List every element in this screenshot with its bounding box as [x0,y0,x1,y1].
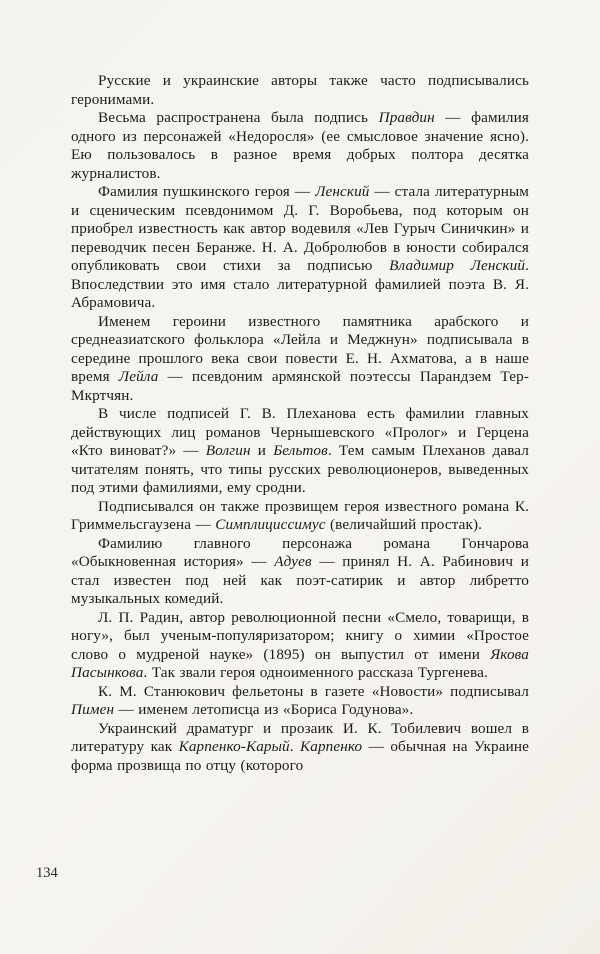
text-run: В числе подписей Г. В. Плеханова есть фамилии главных действующих лиц романов Чернышевского «Пролог» и Герцена «Кто виноват?» — [71,405,529,459]
pseudonym-italic: Карпенко-Карый [178,738,290,755]
paragraph [71,535,529,609]
text-column [71,72,529,775]
text-run: Подписывался он также прозвищем героя известного романа К. Гриммельсгаузена — [71,497,529,533]
text-run: — фамилия одного из персонажей «Недоросля» (ее смысловое значение ясно). Ею пользовалось в разное время добрых полтора десятка журналистов. [71,109,529,182]
text-run: Именем героини известного памятника арабского и среднеазиатского фольклора «Лейла и Меджнун» подписывала в середине прошлого века свои повести Е. Н. Ахматова, а в наше время [71,312,529,385]
paragraph [71,498,529,535]
text-run: . Тем самым Плеханов давал читателям понять, что типы русских революционеров, выведенных под этими фамилиями, ему сродни. [71,442,529,496]
text-run: Фамилию главного персонажа романа Гончарова «Обыкновенная история» — [71,534,529,570]
pseudonym-italic: Лейла [118,368,159,385]
pseudonym-italic: Владимир Ленский [389,257,526,274]
text-run: . [289,738,301,755]
paragraph [71,720,529,776]
paragraph [71,109,529,183]
text-run: . Впоследствии это имя стало литературной фамилией поэта В. Я. Абрамовича. [71,257,529,311]
text-run: . Так звали героя одноименного рассказа Тургенева. [143,664,488,681]
pseudonym-italic: Адуев [274,553,312,570]
pseudonym-italic: Ленский [315,183,370,200]
text-run: Л. П. Радин, автор революционной песни «Смело, товарищи, в ногу», был ученым-популяризатором; книгу о химии «Простое слово о мудреной науке» (1895) он выпустил от имени [71,608,529,663]
text-run: — принял Н. А. Рабинович и стал известен под ней как поэт-сатирик и автор либретто музыкальных комедий. [71,553,529,607]
pseudonym-italic: Карпенко [300,738,363,755]
page-number: 134 [36,865,58,881]
pseudonym-italic: Пимен [71,701,115,718]
pseudonym-italic: Симплициссимус [215,516,326,533]
text-run: Фамилия пушкинского героя — [98,183,316,200]
pseudonym-italic: Правдин [378,109,435,126]
paragraph [71,313,529,406]
text-run: Украинский драматург и прозаик И. К. Тобилевич вошел в литературу как [71,719,529,755]
paragraph [71,405,529,498]
text-run: — именем летописца из «Бориса Годунова». [114,701,414,718]
paragraph [71,609,529,683]
paragraph [71,183,529,313]
paragraph [71,683,529,720]
text-run: Русские и украинские авторы также часто подписывались геронимами. [71,72,529,108]
text-run: (величайший простак). [325,516,483,533]
text-run: Весьма распространена была подпись [98,109,379,126]
text-run: — псевдоним армянской поэтессы Парандзем Тер-Мкртчян. [71,368,529,404]
pseudonym-italic: Якова Пасынкова [71,645,529,681]
pseudonym-italic: Бельтов [273,442,328,459]
paragraph [71,72,529,109]
text-run: и [250,442,274,459]
text-run: — стала литературным и сценическим псевдонимом Д. Г. Воробьева, под которым он приобрел известность как автор водевиля «Лев Гурыч Синичкин» и переводчик песен Беранже. Н. А. Добролюбов в юности собирался опубликовать свои стихи за подписью [71,183,529,274]
text-run: — обычная на Украине форма прозвища по отцу (которого [71,738,529,774]
text-run: К. М. Станюкович фельетоны в газете «Новости» подписывал [98,682,529,700]
pseudonym-italic: Волгин [205,442,251,459]
